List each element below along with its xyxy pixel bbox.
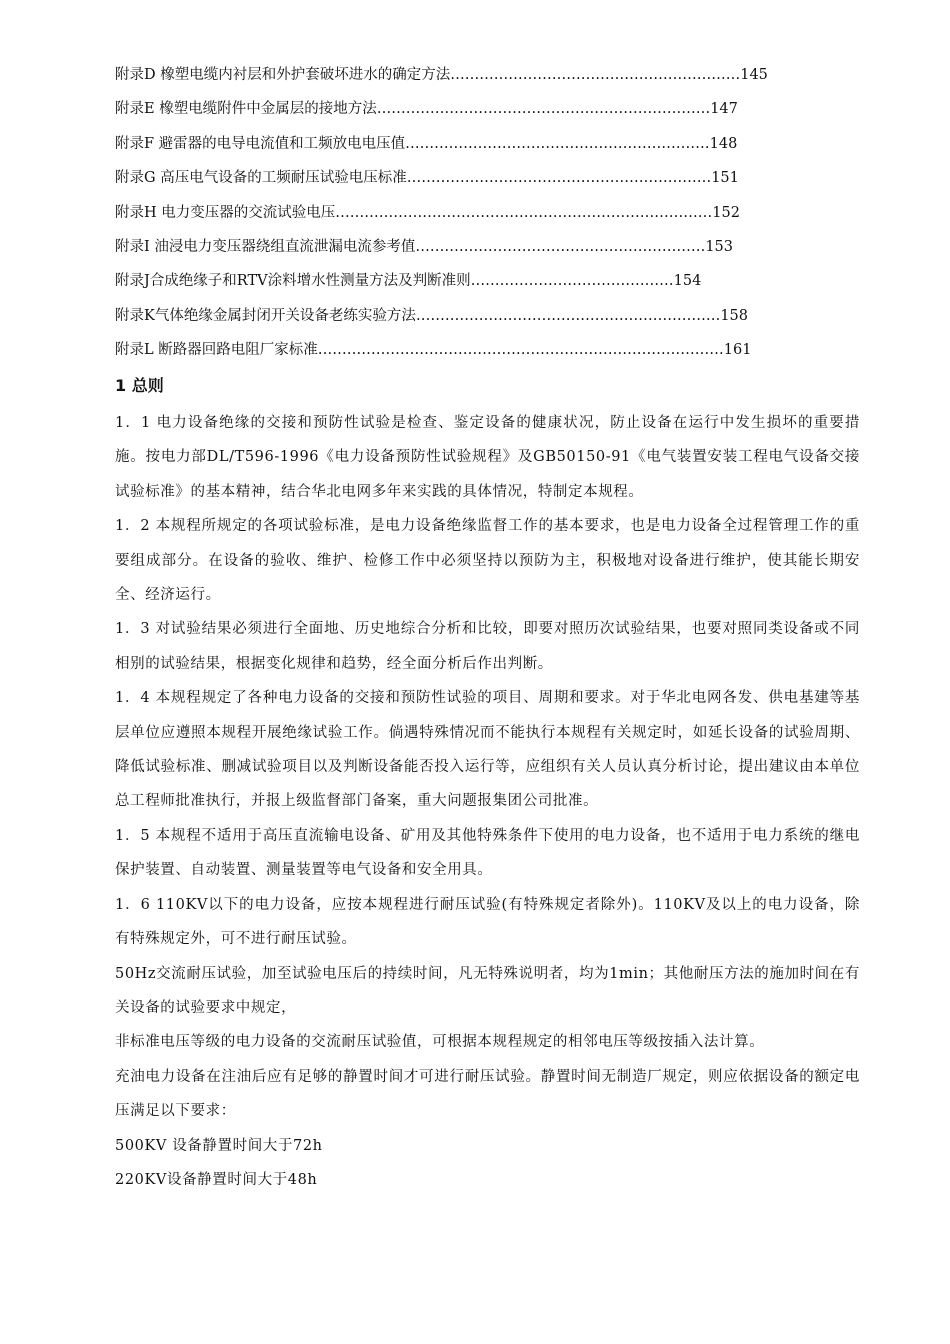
section-heading: 1 总则	[115, 376, 164, 395]
toc-entry-appendix-g[interactable]: 附录G 高压电气设备的工频耐压试验电压标准………………………………………………………151	[115, 170, 739, 187]
paragraph-ac-withstand-duration: 50Hz交流耐压试验，加至试验电压后的持续时间，凡无特殊说明者，均为1min；其他耐压方法的施加时间在有关设备的试验要求中规定，	[115, 965, 860, 1016]
paragraph-1-3: 1．3 对试验结果必须进行全面地、历史地综合分析和比较，即要对照历次试验结果，也要对照同类设备或不同相别的试验结果，根据变化规律和趋势，经全面分析后作出判断。	[115, 621, 860, 672]
paragraph-500kv-standing-time: 500KV 设备静置时间大于72h	[115, 1137, 323, 1154]
paragraph-1-6: 1．6 110KV以下的电力设备，应按本规程进行耐压试验(有特殊规定者除外)。110KV及以上的电力设备，除有特殊规定外，可不进行耐压试验。	[115, 896, 860, 948]
toc-entry-appendix-e[interactable]: 附录E 橡塑电缆附件中金属层的接地方法……………………………………………………………147	[115, 101, 738, 118]
paragraph-1-2: 1．2 本规程所规定的各项试验标准，是电力设备绝缘监督工作的基本要求，也是电力设备全过程管理工作的重要组成部分。在设备的验收、维护、检修工作中必须坚持以预防为主，积极地对设备进行维护，使其能长期安全、经济运行。	[115, 518, 860, 604]
toc-entry-appendix-f[interactable]: 附录F 避雷器的电导电流值和工频放电电压值………………………………………………………148	[115, 135, 738, 152]
paragraph-1-4: 1．4 本规程规定了各种电力设备的交接和预防性试验的项目、周期和要求。对于华北电网各发、供电基建等基层单位应遵照本规程开展绝缘试验工作。倘遇特殊情况而不能执行本规程有关规定时，如延长设备的试验周期、降低试验标准、删减试验项目以及判断设备能否投入运行等，应组织有关人员认真分析讨论，提出建议由本单位总工程师批准执行，并报上级监督部门备案，重大问题报集团公司批准。	[115, 690, 860, 810]
section-body	[115, 406, 860, 1197]
toc-entry-appendix-l[interactable]: 附录L 断路器回路电阻厂家标准…………………………………………………………………………161	[115, 342, 752, 359]
toc-entry-appendix-k[interactable]: 附录K气体绝缘金属封闭开关设备老练实验方法………………………………………………………158	[115, 307, 749, 324]
paragraph-oil-filled-standing-time: 充油电力设备在注油后应有足够的静置时间才可进行耐压试验。静置时间无制造厂规定，则应依据设备的额定电压满足以下要求：	[115, 1068, 860, 1120]
paragraph-1-1: 1．1 电力设备绝缘的交接和预防性试验是检查、鉴定设备的健康状况，防止设备在运行中发生损坏的重要措施。按电力部DL/T596-1996《电力设备预防性试验规程》及GB50150-91《电气装置安装工程电气设备交接试验标准》的基本精神，结合华北电网多年来实践的具体情况，特制定本规程。	[115, 415, 860, 500]
table-of-contents	[115, 64, 805, 374]
paragraph-220kv-standing-time: 220KV设备静置时间大于48h	[115, 1171, 318, 1188]
paragraph-1-5: 1．5 本规程不适用于高压直流输电设备、矿用及其他特殊条件下使用的电力设备，也不适用于电力系统的继电保护装置、自动装置、测量装置等电气设备和安全用具。	[115, 827, 860, 879]
toc-entry-appendix-j[interactable]: 附录J合成绝缘子和RTV涂料增水性测量方法及判断准则……………………………………154	[115, 273, 702, 290]
toc-entry-appendix-i[interactable]: 附录I 油浸电力变压器绕组直流泄漏电流参考值……………………………………………………153	[115, 238, 734, 255]
toc-entry-appendix-h[interactable]: 附录H 电力变压器的交流试验电压……………………………………………………………………152	[115, 204, 740, 221]
paragraph-nonstandard-voltage: 非标准电压等级的电力设备的交流耐压试验值，可根据本规程规定的相邻电压等级按插入法计算。	[115, 1034, 765, 1051]
toc-entry-appendix-d[interactable]: 附录D 橡塑电缆内衬层和外护套破坏进水的确定方法……………………………………………………145	[115, 67, 768, 83]
